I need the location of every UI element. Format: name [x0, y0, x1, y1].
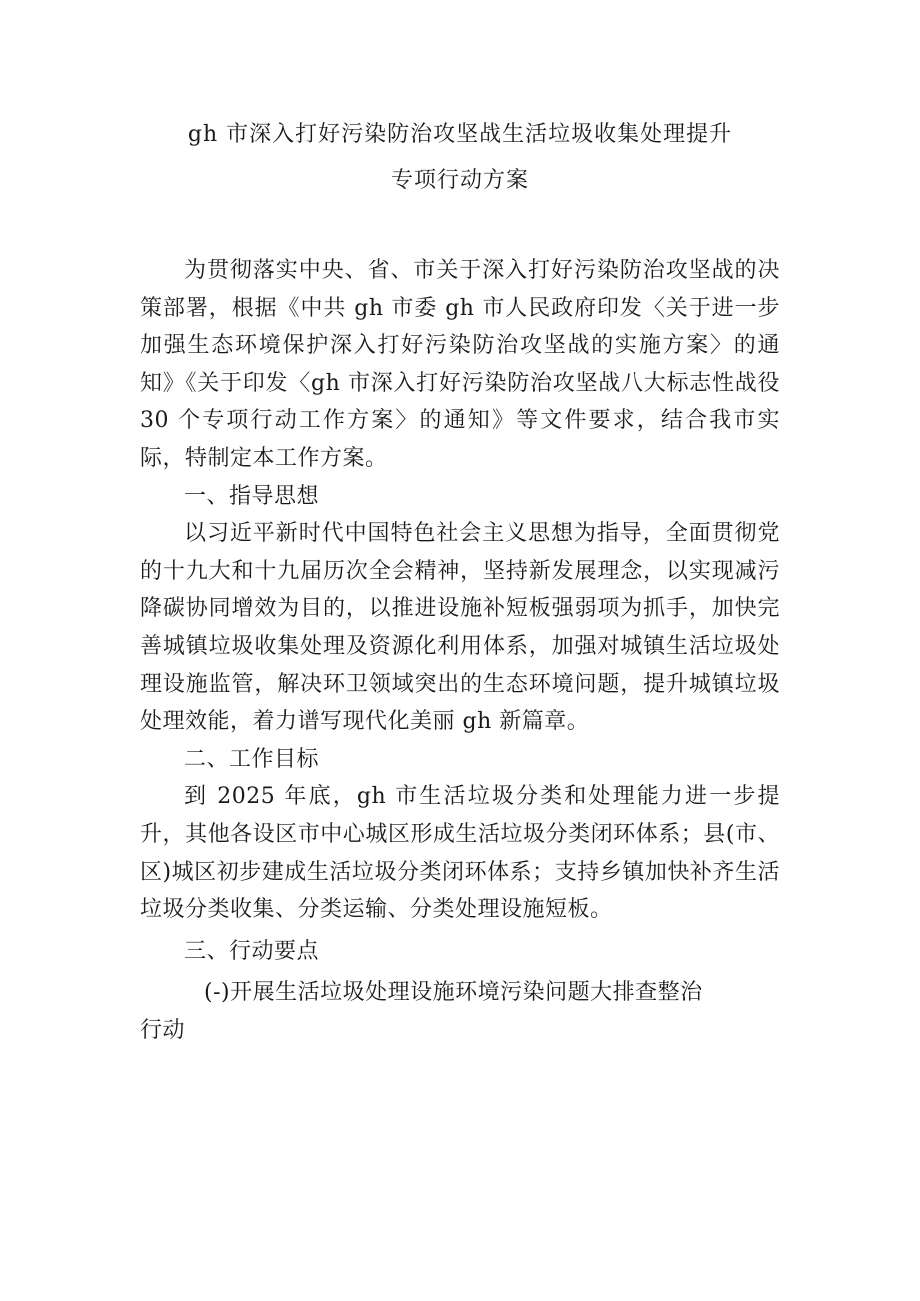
- subsection1-heading-continued: 行动: [140, 1017, 186, 1043]
- section2-heading: 二、工作目标: [184, 746, 320, 772]
- intro-paragraph: 为贯彻落实中央、省、市关于深入打好污染防治攻坚战的决策部署，根据《中共 gh 市委 gh 市人民政府印发〈关于进一步加强生态环境保护深入打好污染防治攻坚战的实施方案〉的通知》《关于印发〈gh 市深入打好污染防治攻坚战八大标志性战役 30 个专项行动工作方案〉的通知》等文件要求，结合我市实际，特制定本工作方案。: [140, 258, 780, 471]
- section2-paragraph: 到 2025 年底，gh 市生活垃圾分类和处理能力进一步提升，其他各设区市中心城区形成生活垃圾分类闭环体系；县(市、区)城区初步建成生活垃圾分类闭环体系；支持乡镇加快补齐生活垃圾分类收集、分类运输、分类处理设施短板。: [140, 784, 780, 923]
- document-title-line2: 专项行动方案: [390, 168, 529, 193]
- subsection1-heading: (-)开展生活垃圾处理设施环境污染问题大排查整治: [204, 980, 703, 1006]
- section1-paragraph: 以习近平新时代中国特色社会主义思想为指导，全面贯彻党的十九大和十九届历次全会精神，坚持新发展理念，以实现减污降碳协同增效为目的，以推进设施补短板强弱项为抓手，加快完善城镇垃圾收集处理及资源化利用体系，加强对城镇生活垃圾处理设施监管，解决环卫领域突出的生态环境问题，提升城镇垃圾处理效能，着力谱写现代化美丽 gh 新篇章。: [140, 521, 780, 735]
- section3-heading: 三、行动要点: [184, 938, 320, 964]
- document-title-line1: gh 市深入打好污染防治攻坚战生活垃圾收集处理提升: [187, 122, 733, 147]
- section1-heading: 一、指导思想: [184, 483, 320, 509]
- document-body: [140, 252, 780, 1049]
